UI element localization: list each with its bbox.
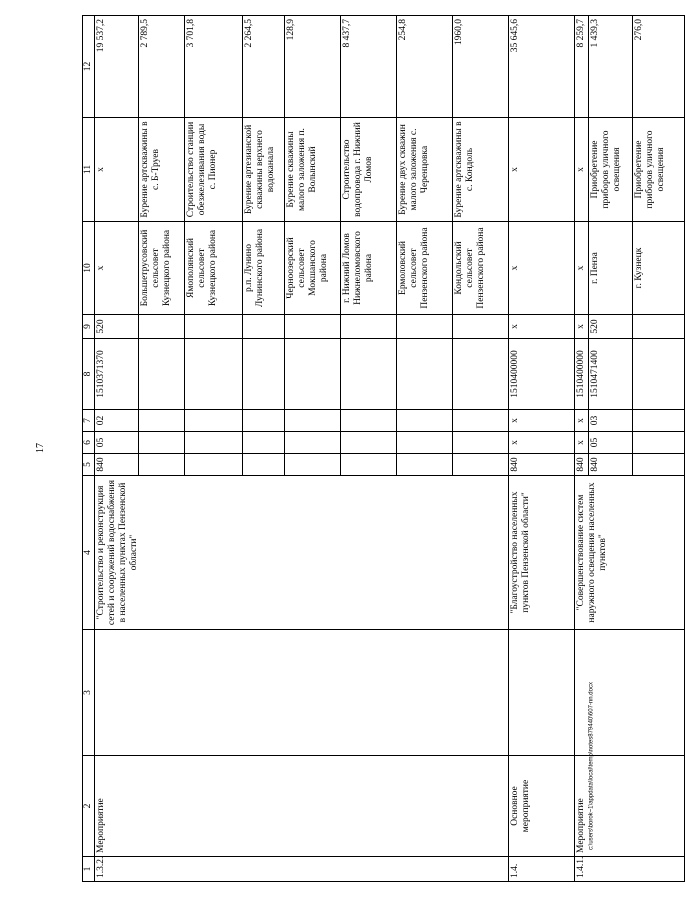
cell-object: х bbox=[575, 118, 589, 222]
row-col3 bbox=[509, 630, 575, 756]
cell-object: Бурение артскважины в с. Кондоль bbox=[453, 118, 509, 222]
row-type: Основное мероприятие bbox=[509, 756, 575, 857]
cell-amount: 3 701,8 bbox=[185, 16, 243, 118]
cell-code7: х bbox=[509, 410, 575, 432]
cell-code6: 05 bbox=[588, 432, 632, 454]
cell-code7: 02 bbox=[95, 410, 139, 432]
cell-code9: х bbox=[575, 315, 589, 339]
header-cell: 10 bbox=[83, 222, 95, 315]
row-number: 1.4. bbox=[509, 857, 575, 882]
rotated-table-page bbox=[82, 16, 666, 882]
row-type: Мероприятие bbox=[95, 756, 509, 857]
cell-code7: 03 bbox=[588, 410, 632, 432]
cell-amount: 2 789,5 bbox=[139, 16, 185, 118]
cell-object: Бурение двух скважин малого заложения с. Черенцовка bbox=[397, 118, 453, 222]
cell-code6: х bbox=[509, 432, 575, 454]
header-cell: 4 bbox=[83, 476, 95, 630]
row-col3 bbox=[95, 630, 509, 756]
header-cell: 7 bbox=[83, 410, 95, 432]
cell-municipality: х bbox=[509, 222, 575, 315]
cell-amount: 1 439,3 bbox=[588, 16, 632, 118]
cell-amount: 128,9 bbox=[285, 16, 341, 118]
cell-object: Приобретение приборов уличного освещения bbox=[588, 118, 632, 222]
cell-code7: х bbox=[575, 410, 589, 432]
header-cell: 6 bbox=[83, 432, 95, 454]
cell-code9: х bbox=[509, 315, 575, 339]
cell-amount: 276,0 bbox=[632, 16, 684, 118]
table-row bbox=[95, 16, 139, 882]
header-cell: 9 bbox=[83, 315, 95, 339]
cell-code8: 1510400000 bbox=[509, 339, 575, 410]
cell-object: Строительство станции обезжелезивания воды с. Пионер bbox=[185, 118, 243, 222]
header-cell: 5 bbox=[83, 454, 95, 476]
cell-amount: 254,8 bbox=[397, 16, 453, 118]
header-row bbox=[83, 16, 95, 882]
header-cell: 2 bbox=[83, 756, 95, 857]
row-type: Мероприятие bbox=[575, 756, 685, 857]
cell-code5: 840 bbox=[509, 454, 575, 476]
cell-code5: 840 bbox=[95, 454, 139, 476]
cell-municipality: х bbox=[95, 222, 139, 315]
cell-amount: 19 537,2 bbox=[95, 16, 139, 118]
header-cell: 12 bbox=[83, 16, 95, 118]
cell-code5: 840 bbox=[575, 454, 589, 476]
cell-code6: х bbox=[575, 432, 589, 454]
cell-object: х bbox=[509, 118, 575, 222]
row-number: 1.4.1. bbox=[575, 857, 685, 882]
cell-amount: 8 437,7 bbox=[341, 16, 397, 118]
header-cell: 8 bbox=[83, 339, 95, 410]
cell-municipality: Большетрусовский сельсовет Кузнецкого района bbox=[139, 222, 185, 315]
cell-municipality: г. Нижний Ломов Нижнеломовского района bbox=[341, 222, 397, 315]
cell-code9: 520 bbox=[95, 315, 139, 339]
cell-amount: 8 259,7 bbox=[575, 16, 589, 118]
cell-amount: 1960,0 bbox=[453, 16, 509, 118]
cell-municipality: х bbox=[575, 222, 589, 315]
cell-code8: 1510371370 bbox=[95, 339, 139, 410]
cell-object: Строительство водопровода г. Нижний Ломов bbox=[341, 118, 397, 222]
cell-municipality: Ямополянский сельсовет Кузнецкого района bbox=[185, 222, 243, 315]
cell-code9: 520 bbox=[588, 315, 632, 339]
row-description: "Строительство и реконструкция сетей и сооружений водоснабжения в населенных пунктах Пензенской области" bbox=[95, 476, 509, 630]
row-description: "Благоустройство населенных пунктов Пензенской области" bbox=[509, 476, 575, 630]
cell-municipality: Черноозерский сельсовет Мокшанского района bbox=[285, 222, 341, 315]
page-number: 17 bbox=[35, 443, 46, 453]
cell-municipality: р.п. Лунино Лунинского района bbox=[243, 222, 285, 315]
header-cell: 11 bbox=[83, 118, 95, 222]
table-row bbox=[575, 16, 589, 882]
footer-file-path: c:\users\borok~1\appdata\local\temp\notes879440\607-nn.docx bbox=[588, 682, 595, 850]
cell-municipality: г. Пенза bbox=[588, 222, 632, 315]
cell-object: Приобретение приборов уличного освещения bbox=[632, 118, 684, 222]
cell-municipality: Кондольский сельсовет Пензенского района bbox=[453, 222, 509, 315]
header-cell: 3 bbox=[83, 630, 95, 756]
row-description: "Совершенствование систем наружного освещения населенных пунктов" bbox=[575, 476, 685, 630]
cell-code8: 1510400000 bbox=[575, 339, 589, 410]
cell-municipality: г. Кузнецк bbox=[632, 222, 684, 315]
cell-code8: 1510471400 bbox=[588, 339, 632, 410]
cell-object: Бурение скважины малого заложения п. Волынский bbox=[285, 118, 341, 222]
header-cell: 1 bbox=[83, 857, 95, 882]
cell-code6: 05 bbox=[95, 432, 139, 454]
cell-code5: 840 bbox=[588, 454, 632, 476]
cell-object: Бурение артскважины в с. Б-Труев bbox=[139, 118, 185, 222]
cell-object: Бурение артезианской скважины верхнего водоканала bbox=[243, 118, 285, 222]
cell-amount: 2 264,5 bbox=[243, 16, 285, 118]
table-row bbox=[509, 16, 575, 882]
cell-municipality: Ермоловский сельсовет Пензенского района bbox=[397, 222, 453, 315]
cell-amount: 35 645,6 bbox=[509, 16, 575, 118]
cell-object: х bbox=[95, 118, 139, 222]
row-number: 1.3.2. bbox=[95, 857, 509, 882]
